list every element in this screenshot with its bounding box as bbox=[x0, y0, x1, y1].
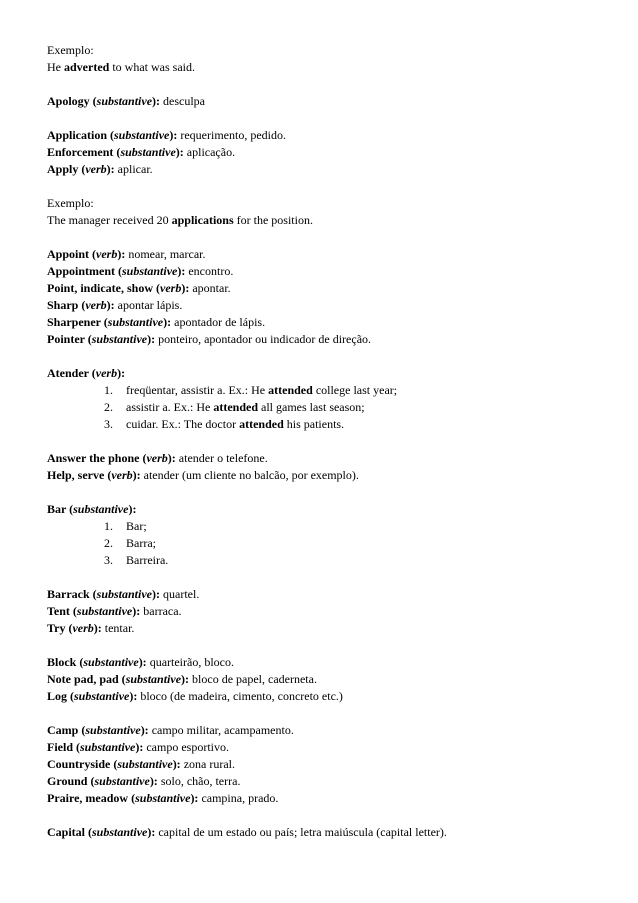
numbered-list-item bbox=[47, 535, 638, 552]
bold-text: ): bbox=[167, 451, 176, 465]
list-item-text bbox=[126, 382, 397, 399]
text-run: campo militar, acampamento. bbox=[148, 723, 294, 737]
part-of-speech-text: verb bbox=[85, 162, 107, 176]
numbered-list-item bbox=[47, 552, 638, 569]
text-run: quartel. bbox=[160, 587, 200, 601]
text-line bbox=[47, 246, 638, 263]
part-of-speech-text: substantive bbox=[120, 145, 176, 159]
paragraph-spacer bbox=[47, 705, 638, 722]
text-run: encontro. bbox=[185, 264, 234, 278]
bold-text: Help, serve ( bbox=[47, 468, 112, 482]
paragraph-spacer bbox=[47, 76, 638, 93]
part-of-speech-text: substantive bbox=[107, 315, 164, 329]
bold-text: ): bbox=[132, 468, 141, 482]
bold-text: ): bbox=[129, 689, 138, 703]
text-run: nomear, marcar. bbox=[125, 247, 206, 261]
bold-text: ): bbox=[152, 94, 161, 108]
part-of-speech-text: substantive bbox=[85, 723, 141, 737]
bold-text: ): bbox=[138, 655, 147, 669]
bold-text: attended bbox=[213, 400, 258, 414]
text-line bbox=[47, 195, 638, 212]
text-run: bloco de papel, caderneta. bbox=[189, 672, 317, 686]
part-of-speech-text: verb bbox=[111, 468, 133, 482]
bold-text: ): bbox=[181, 672, 190, 686]
bold-text: ): bbox=[147, 332, 156, 346]
text-run: tentar. bbox=[101, 621, 135, 635]
list-number: 1. bbox=[104, 383, 113, 397]
text-line bbox=[47, 467, 638, 484]
text-line bbox=[47, 93, 638, 110]
list-item-text bbox=[126, 518, 147, 535]
text-run: atender o telefone. bbox=[175, 451, 268, 465]
bold-text: attended bbox=[239, 417, 284, 431]
text-line bbox=[47, 501, 638, 518]
bold-text: applications bbox=[171, 213, 234, 227]
text-run: requerimento, pedido. bbox=[177, 128, 286, 142]
bold-text: Appoint ( bbox=[47, 247, 97, 261]
text-line bbox=[47, 144, 638, 161]
paragraph-spacer bbox=[47, 484, 638, 501]
bold-text: Appointment ( bbox=[47, 264, 123, 278]
part-of-speech-text: verb bbox=[160, 281, 182, 295]
text-line bbox=[47, 620, 638, 637]
text-run: campina, prado. bbox=[198, 791, 279, 805]
text-run: barraca. bbox=[140, 604, 182, 618]
text-line bbox=[47, 773, 638, 790]
numbered-list-item bbox=[47, 416, 638, 433]
text-line bbox=[47, 790, 638, 807]
paragraph-spacer bbox=[47, 178, 638, 195]
part-of-speech-text: substantive bbox=[92, 825, 148, 839]
paragraph-spacer bbox=[47, 229, 638, 246]
text-run: He bbox=[47, 60, 64, 74]
bold-text: ): bbox=[152, 587, 160, 601]
numbered-list-item bbox=[47, 518, 638, 535]
paragraph-spacer bbox=[47, 348, 638, 365]
bold-text: ): bbox=[117, 366, 126, 380]
text-line bbox=[47, 42, 638, 59]
bold-text: Answer the phone ( bbox=[47, 451, 147, 465]
text-line bbox=[47, 671, 638, 688]
text-line bbox=[47, 688, 638, 705]
text-run: Exemplo: bbox=[47, 43, 94, 57]
part-of-speech-text: substantive bbox=[73, 502, 129, 516]
bold-text: ): bbox=[149, 774, 158, 788]
bold-text: Apology ( bbox=[47, 94, 97, 108]
text-run: capital de um estado ou país; letra maiúscula (capital letter). bbox=[155, 825, 447, 839]
part-of-speech-text: substantive bbox=[74, 689, 130, 703]
text-line bbox=[47, 450, 638, 467]
bold-text: Praire, meadow ( bbox=[47, 791, 136, 805]
part-of-speech-text: substantive bbox=[96, 94, 153, 108]
bold-text: ): bbox=[135, 740, 144, 754]
numbered-list-item bbox=[47, 399, 638, 416]
text-line bbox=[47, 756, 638, 773]
bold-text: ): bbox=[117, 247, 126, 261]
text-run: bloco (de madeira, cimento, concreto etc.) bbox=[137, 689, 343, 703]
text-run: apontar lápis. bbox=[114, 298, 183, 312]
part-of-speech-text: substantive bbox=[135, 791, 191, 805]
paragraph-spacer bbox=[47, 807, 638, 824]
part-of-speech-text: substantive bbox=[94, 774, 150, 788]
text-run: desculpa bbox=[160, 94, 205, 108]
bold-text: ): bbox=[106, 298, 115, 312]
list-item-text bbox=[126, 416, 344, 433]
paragraph-spacer bbox=[47, 110, 638, 127]
list-item-text bbox=[126, 535, 156, 552]
bold-text: ): bbox=[172, 757, 181, 771]
part-of-speech-text: substantive bbox=[76, 604, 133, 618]
part-of-speech-text: verb bbox=[146, 451, 168, 465]
text-run: his patients. bbox=[283, 417, 345, 431]
text-run: zona rural. bbox=[180, 757, 235, 771]
list-number: 3. bbox=[104, 553, 113, 567]
text-run: cuidar. Ex.: The doctor bbox=[126, 417, 240, 431]
bold-text: Field ( bbox=[47, 740, 80, 754]
part-of-speech-text: verb bbox=[85, 298, 107, 312]
text-run: The manager received 20 bbox=[47, 213, 172, 227]
bold-text: Ground ( bbox=[47, 774, 95, 788]
text-run: Barra; bbox=[126, 536, 156, 550]
bold-text: ): bbox=[93, 621, 102, 635]
text-run: freqüentar, assistir a. Ex.: He bbox=[126, 383, 269, 397]
text-line bbox=[47, 263, 638, 280]
text-run: for the position. bbox=[233, 213, 313, 227]
part-of-speech-text: substantive bbox=[117, 757, 173, 771]
bold-text: ): bbox=[169, 128, 178, 142]
text-line bbox=[47, 314, 638, 331]
bold-text: Point, indicate, show ( bbox=[47, 281, 161, 295]
bold-text: Barrack ( bbox=[47, 587, 97, 601]
bold-text: Note pad, pad ( bbox=[47, 672, 126, 686]
bold-text: Apply ( bbox=[47, 162, 86, 176]
text-run: Barreira. bbox=[126, 553, 169, 567]
bold-text: attended bbox=[268, 383, 313, 397]
bold-text: Camp ( bbox=[47, 723, 86, 737]
bold-text: ): bbox=[147, 825, 156, 839]
text-line bbox=[47, 161, 638, 178]
part-of-speech-text: substantive bbox=[122, 264, 178, 278]
list-number: 1. bbox=[104, 519, 113, 533]
text-line bbox=[47, 603, 638, 620]
bold-text: ): bbox=[175, 145, 184, 159]
text-line bbox=[47, 212, 638, 229]
text-run: solo, chão, terra. bbox=[157, 774, 241, 788]
bold-text: ): bbox=[181, 281, 190, 295]
text-line bbox=[47, 59, 638, 76]
text-line bbox=[47, 739, 638, 756]
list-number: 3. bbox=[104, 417, 113, 431]
text-line bbox=[47, 280, 638, 297]
bold-text: adverted bbox=[64, 60, 110, 74]
text-line bbox=[47, 331, 638, 348]
bold-text: Block ( bbox=[47, 655, 84, 669]
text-run: atender (um cliente no balcão, por exemplo). bbox=[140, 468, 359, 482]
text-run: all games last season; bbox=[258, 400, 365, 414]
bold-text: ): bbox=[177, 264, 186, 278]
text-line bbox=[47, 722, 638, 739]
bold-text: Countryside ( bbox=[47, 757, 118, 771]
paragraph-spacer bbox=[47, 433, 638, 450]
text-run: apontador de lápis. bbox=[171, 315, 266, 329]
part-of-speech-text: verb bbox=[95, 366, 118, 380]
text-line bbox=[47, 824, 638, 841]
bold-text: Tent ( bbox=[47, 604, 77, 618]
text-line bbox=[47, 365, 638, 382]
list-item-text bbox=[126, 399, 365, 416]
bold-text: ): bbox=[190, 791, 199, 805]
text-line bbox=[47, 586, 638, 603]
text-run: ponteiro, apontador ou indicador de direção. bbox=[155, 332, 372, 346]
text-line bbox=[47, 297, 638, 314]
bold-text: Log ( bbox=[47, 689, 74, 703]
list-number: 2. bbox=[104, 400, 113, 414]
bold-text: ): bbox=[132, 604, 141, 618]
paragraph-spacer bbox=[47, 637, 638, 654]
list-item-text bbox=[126, 552, 168, 569]
bold-text: Application ( bbox=[47, 128, 115, 142]
part-of-speech-text: substantive bbox=[83, 655, 139, 669]
part-of-speech-text: substantive bbox=[91, 332, 148, 346]
text-run: Exemplo: bbox=[47, 196, 94, 210]
text-run: Bar; bbox=[126, 519, 147, 533]
bold-text: ): bbox=[106, 162, 115, 176]
bold-text: Bar ( bbox=[47, 502, 74, 516]
part-of-speech-text: verb bbox=[96, 247, 118, 261]
bold-text: Atender ( bbox=[47, 366, 96, 380]
part-of-speech-text: substantive bbox=[125, 672, 182, 686]
bold-text: Pointer ( bbox=[47, 332, 92, 346]
numbered-list-item bbox=[47, 382, 638, 399]
part-of-speech-text: verb bbox=[72, 621, 94, 635]
text-run: assistir a. Ex.: He bbox=[126, 400, 214, 414]
bold-text: Sharp ( bbox=[47, 298, 86, 312]
text-line bbox=[47, 654, 638, 671]
part-of-speech-text: substantive bbox=[80, 740, 136, 754]
text-line bbox=[47, 127, 638, 144]
text-run: aplicação. bbox=[183, 145, 236, 159]
bold-text: Try ( bbox=[47, 621, 73, 635]
text-run: aplicar. bbox=[114, 162, 153, 176]
bold-text: ): bbox=[140, 723, 149, 737]
text-run: apontar. bbox=[189, 281, 231, 295]
bold-text: Enforcement ( bbox=[47, 145, 121, 159]
bold-text: ): bbox=[163, 315, 172, 329]
text-run: quarteirão, bloco. bbox=[146, 655, 234, 669]
text-run: campo esportivo. bbox=[143, 740, 229, 754]
list-number: 2. bbox=[104, 536, 113, 550]
text-run: college last year; bbox=[312, 383, 398, 397]
paragraph-spacer bbox=[47, 569, 638, 586]
bold-text: Capital ( bbox=[47, 825, 92, 839]
part-of-speech-text: substantive bbox=[96, 587, 152, 601]
bold-text: ): bbox=[128, 502, 137, 516]
text-run: to what was said. bbox=[109, 60, 195, 74]
bold-text: Sharpener ( bbox=[47, 315, 108, 329]
part-of-speech-text: substantive bbox=[114, 128, 170, 142]
